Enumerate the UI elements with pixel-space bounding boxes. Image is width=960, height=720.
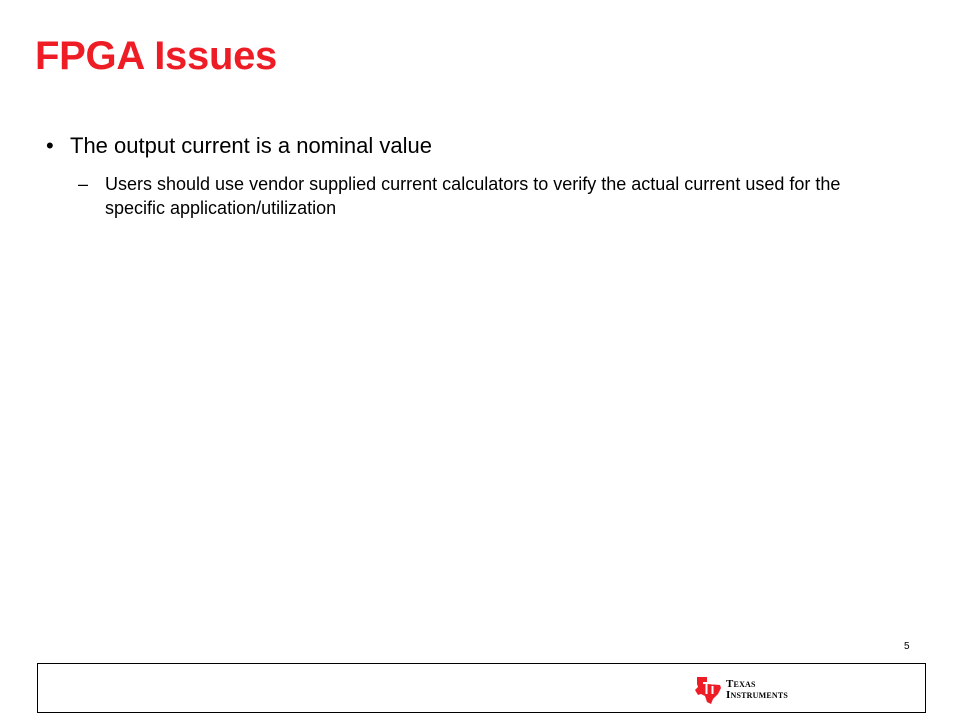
company-logo xyxy=(694,674,788,706)
page-number: 5 xyxy=(904,641,910,652)
logo-wordmark xyxy=(726,679,788,701)
sub-bullet-marker: – xyxy=(78,174,89,194)
bullet-text: The output current is a nominal value xyxy=(70,133,432,158)
slide-title: FPGA Issues xyxy=(35,34,277,78)
bullet-item xyxy=(46,131,906,161)
texas-state-icon xyxy=(694,675,722,705)
logo-line-2: Instruments xyxy=(726,689,789,701)
logo-line-1: Texas xyxy=(726,678,756,690)
footer-bar xyxy=(37,663,926,713)
sub-bullet-item xyxy=(78,172,878,220)
bullet-marker: • xyxy=(46,133,54,158)
sub-bullet-text: Users should use vendor supplied current calculators to verify the actual current used for the specific application/utilization xyxy=(105,174,841,218)
